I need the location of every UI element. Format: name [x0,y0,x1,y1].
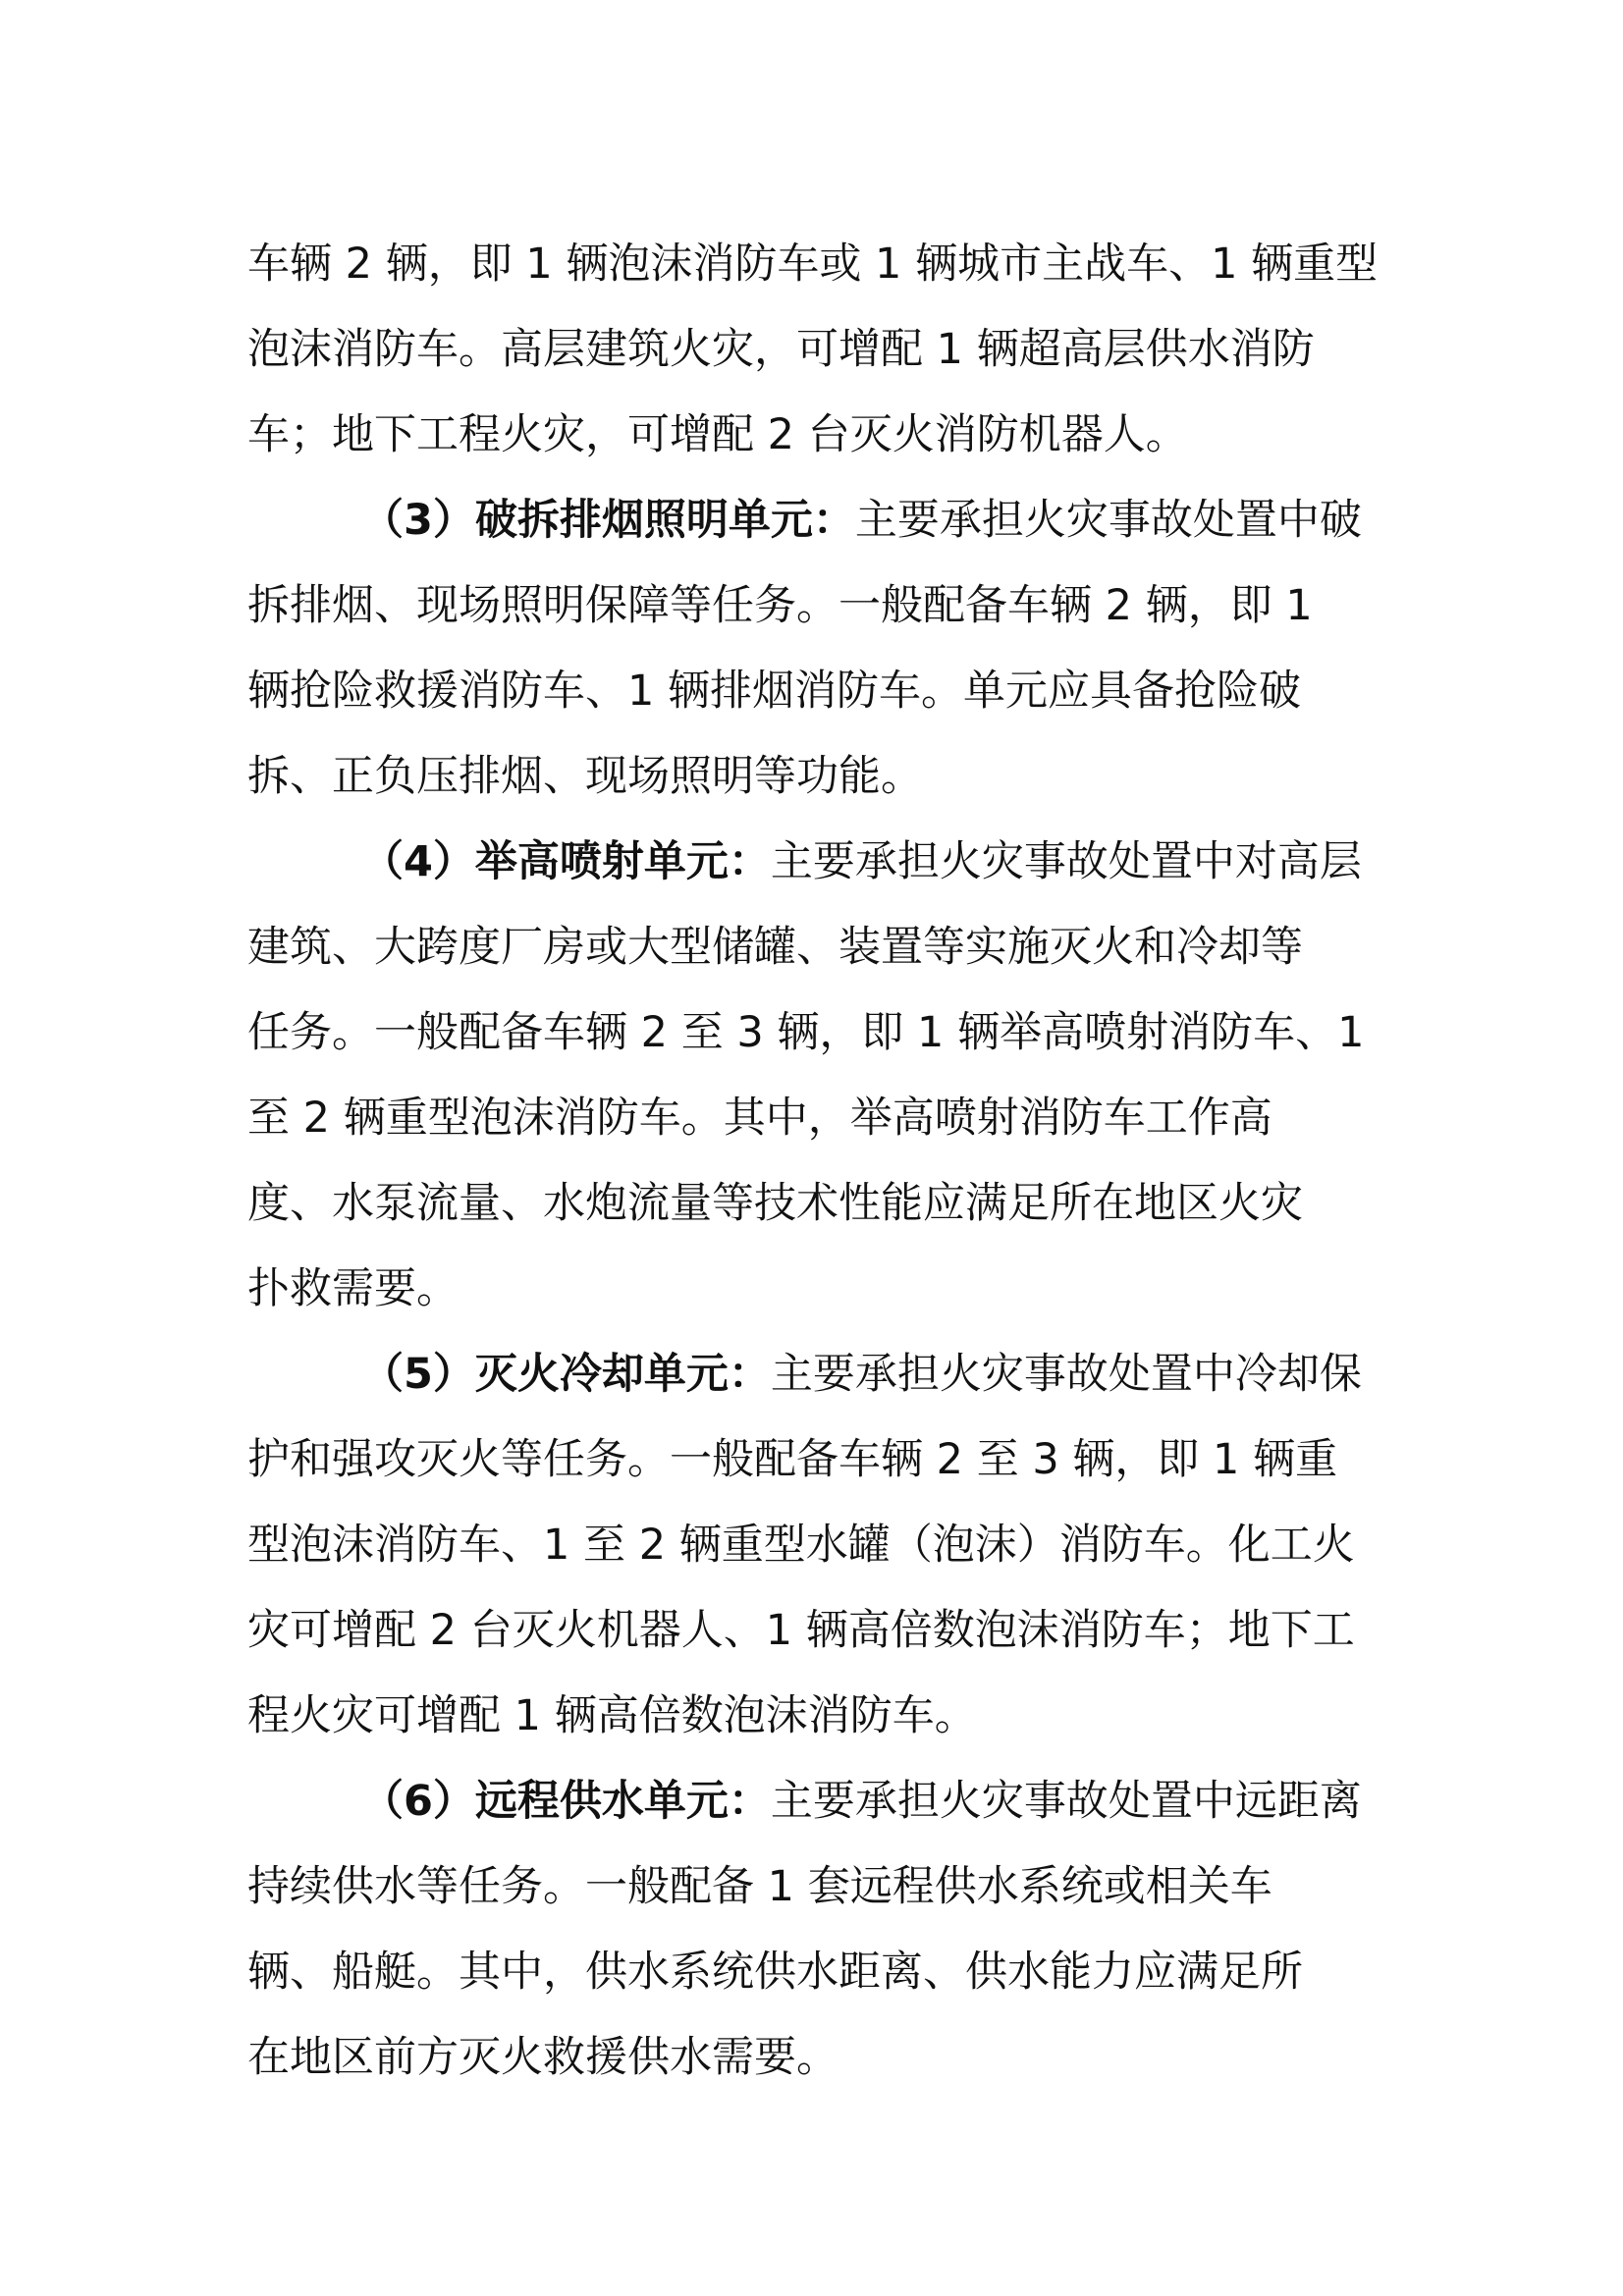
text-line [247,563,1396,649]
body-text: 车；地下工程火灾，可增配 2 台灭火消防机器人。 [247,410,1188,459]
section-heading: （5）灭火冷却单元： [361,1350,771,1399]
text-line [247,1247,1396,1332]
text-line [247,222,1396,307]
text-line [247,1503,1396,1588]
paragraph [247,820,1396,1332]
text-line [247,1076,1396,1161]
body-text: 主要承担火灾事故处置中冷却保 [770,1350,1362,1399]
body-text: 程火灾可增配 1 辆高倍数泡沫消防车。 [247,1691,977,1740]
body-text: 辆、船艇。其中，供水系统供水距离、供水能力应满足所 [247,1948,1303,1997]
text-line [247,649,1396,734]
body-text: 建筑、大跨度厂房或大型储罐、装置等实施灭火和冷却等 [247,923,1303,972]
text-line [247,1674,1396,1759]
text-line [247,307,1396,393]
body-text: 辆抢险救援消防车、1 辆排烟消防车。单元应具备抢险破 [247,667,1302,716]
text-line [247,1332,1396,1417]
body-text: 灾可增配 2 台灭火机器人、1 辆高倍数泡沫消防车；地下工 [247,1606,1355,1655]
body-text: 在地区前方灭火救援供水需要。 [247,2033,839,2082]
body-text: 主要承担火灾事故处置中对高层 [770,837,1362,886]
document-body [247,222,1396,2101]
text-line [247,1161,1396,1247]
text-line [247,1844,1396,1930]
section-heading: （3）破拆排烟照明单元： [361,496,855,545]
body-text: 至 2 辆重型泡沫消防车。其中，举高喷射消防车工作高 [247,1094,1272,1143]
body-text: 度、水泵流量、水炮流量等技术性能应满足所在地区火灾 [247,1179,1303,1228]
body-text: 护和强攻灭火等任务。一般配备车辆 2 至 3 辆，即 1 辆重 [247,1435,1338,1484]
body-text: 型泡沫消防车、1 至 2 辆重型水罐（泡沫）消防车。化工火 [247,1521,1355,1570]
section-heading: （6）远程供水单元： [361,1777,771,1826]
body-text: 主要承担火灾事故处置中破 [854,496,1362,545]
paragraph [247,1759,1396,2101]
body-text: 拆、正负压排烟、现场照明等功能。 [247,752,923,801]
body-text: 拆排烟、现场照明保障等任务。一般配备车辆 2 辆，即 1 [247,581,1313,630]
body-text: 扑救需要。 [247,1264,459,1313]
text-line [247,393,1396,478]
body-text: 车辆 2 辆，即 1 辆泡沫消防车或 1 辆城市主战车、1 辆重型 [247,240,1379,289]
paragraph [247,478,1396,820]
text-line [247,478,1396,563]
body-text: 持续供水等任务。一般配备 1 套远程供水系统或相关车 [247,1862,1272,1911]
paragraph [247,222,1396,478]
text-line [247,2015,1396,2101]
text-line [247,1759,1396,1844]
body-text: 主要承担火灾事故处置中远距离 [770,1777,1362,1826]
text-line [247,990,1396,1076]
text-line [247,734,1396,820]
body-text: 任务。一般配备车辆 2 至 3 辆，即 1 辆举高喷射消防车、1 [247,1008,1365,1057]
text-line [247,1588,1396,1674]
body-text: 泡沫消防车。高层建筑火灾，可增配 1 辆超高层供水消防 [247,325,1315,374]
section-heading: （4）举高喷射单元： [361,837,771,886]
text-line [247,820,1396,905]
text-line [247,905,1396,990]
text-line [247,1417,1396,1503]
text-line [247,1930,1396,2015]
paragraph [247,1332,1396,1759]
